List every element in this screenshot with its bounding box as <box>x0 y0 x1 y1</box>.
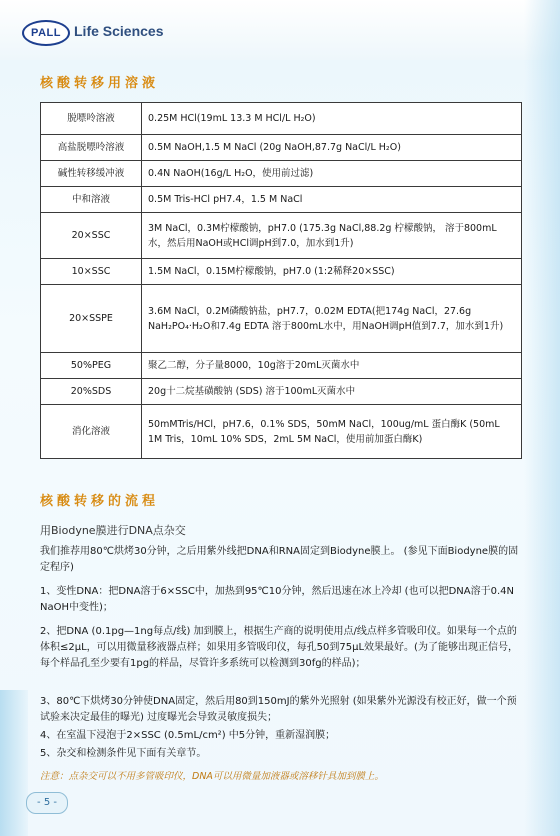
procedure-step-3: 3、80℃下烘烤30分钟使DNA固定，然后用80到150mJ的紫外光照射 (如果紫外光源没有校正好，做一个预试验来决定最佳的曝光) 过度曝光会导致灵敏度损失； <box>40 696 517 723</box>
table-row <box>41 259 522 285</box>
reagent-name: 10×SSC <box>41 259 142 285</box>
table-row <box>41 285 522 353</box>
page-number: - 5 - <box>26 792 68 814</box>
reagent-name: 50%PEG <box>41 353 142 379</box>
table-row <box>41 161 522 187</box>
left-decoration <box>0 690 28 836</box>
reagent-desc: 3M NaCl，0.3M柠檬酸钠，pH7.0 (175.3g NaCl,88.2g 柠檬酸钠， 溶于800mL水，然后用NaOH或HCl调pH到7.0，加水到1升) <box>142 213 522 259</box>
reagent-desc: 1.5M NaCl，0.15M柠檬酸钠，pH7.0 (1:2稀释20×SSC) <box>142 259 522 285</box>
reagent-desc: 聚乙二醇，分子量8000，10g溶于20mL灭菌水中 <box>142 353 522 379</box>
table-row <box>41 379 522 405</box>
reagent-table <box>40 102 522 459</box>
table-row <box>41 187 522 213</box>
procedure-step-5: 5、杂交和检测条件见下面有关章节。 <box>40 748 207 759</box>
reagent-desc: 0.5M Tris-HCl pH7.4，1.5 M NaCl <box>142 187 522 213</box>
section-title-procedure: 核酸转移的流程 <box>40 494 160 509</box>
table-row <box>41 353 522 379</box>
reagent-desc: 0.25M HCl(19mL 13.3 M HCl/L H₂O) <box>142 103 522 135</box>
procedure-note: 注意：点杂交可以不用多管吸印仪，DNA可以用微量加液器或溶移针具加到膜上。 <box>40 771 384 782</box>
reagent-name: 中和溶液 <box>41 187 142 213</box>
procedure-subtitle: 用Biodyne膜进行DNA点杂交 <box>40 524 186 537</box>
reagent-desc: 0.5M NaOH,1.5 M NaCl (20g NaOH,87.7g NaCl/L H₂O) <box>142 135 522 161</box>
reagent-name: 20×SSC <box>41 213 142 259</box>
table-row <box>41 135 522 161</box>
procedure-step-2: 2、把DNA (0.1pg—1ng每点/线) 加到膜上，根据生产商的说明使用点/线点样多管吸印仪。如果每一个点的体积≤2μL，可以用微量移液器点样；如果用多管吸印仪，每孔50到75μL效果最好。(为了能够出现正信号，每个样品孔至少要有1pg的样品，尽管许多系统可以检测到30fg的样品)； <box>40 626 518 669</box>
table-row <box>41 405 522 459</box>
reagent-name: 碱性转移缓冲液 <box>41 161 142 187</box>
table-row <box>41 103 522 135</box>
reagent-desc: 50mMTris/HCl，pH7.6，0.1% SDS，50mM NaCl，100ug/mL 蛋白酶K (50mL 1M Tris，10mL 10% SDS，2mL 5M NaCl，使用前加蛋白酶K) <box>142 405 522 459</box>
procedure-step-4: 4、在室温下浸泡于2×SSC (0.5mL/cm²) 中5分钟，重新湿润膜； <box>40 730 336 741</box>
pall-logo: PALL <box>22 20 70 46</box>
reagent-name: 消化溶液 <box>41 405 142 459</box>
procedure-intro: 我们推荐用80℃烘烤30分钟，之后用紫外线把DNA和RNA固定到Biodyne膜上。 (参见下面Biodyne膜的固定程序) <box>40 546 519 573</box>
procedure-step-1: 1、变性DNA：把DNA溶于6×SSC中，加热到95℃10分钟，然后迅速在冰上冷却 (也可以把DNA溶于0.4N NaOH中变性)； <box>40 586 514 613</box>
brand-name: Life Sciences <box>74 23 164 39</box>
reagent-name: 高盐脱嘌呤溶液 <box>41 135 142 161</box>
table-row <box>41 213 522 259</box>
reagent-desc: 0.4N NaOH(16g/L H₂O，使用前过滤) <box>142 161 522 187</box>
reagent-name: 20%SDS <box>41 379 142 405</box>
reagent-name: 20×SSPE <box>41 285 142 353</box>
section-title-solutions: 核酸转移用溶液 <box>40 76 160 91</box>
reagent-desc: 3.6M NaCl，0.2M磷酸钠盐，pH7.7，0.02M EDTA(把174g NaCl，27.6g NaH₂PO₄·H₂O和7.4g EDTA 溶于800mL水中，用NaOH调pH值到7.7，加水到1升) <box>142 285 522 353</box>
reagent-desc: 20g十二烷基磺酸钠 (SDS) 溶于100mL灭菌水中 <box>142 379 522 405</box>
right-decoration <box>524 0 560 836</box>
reagent-name: 脱嘌呤溶液 <box>41 103 142 135</box>
